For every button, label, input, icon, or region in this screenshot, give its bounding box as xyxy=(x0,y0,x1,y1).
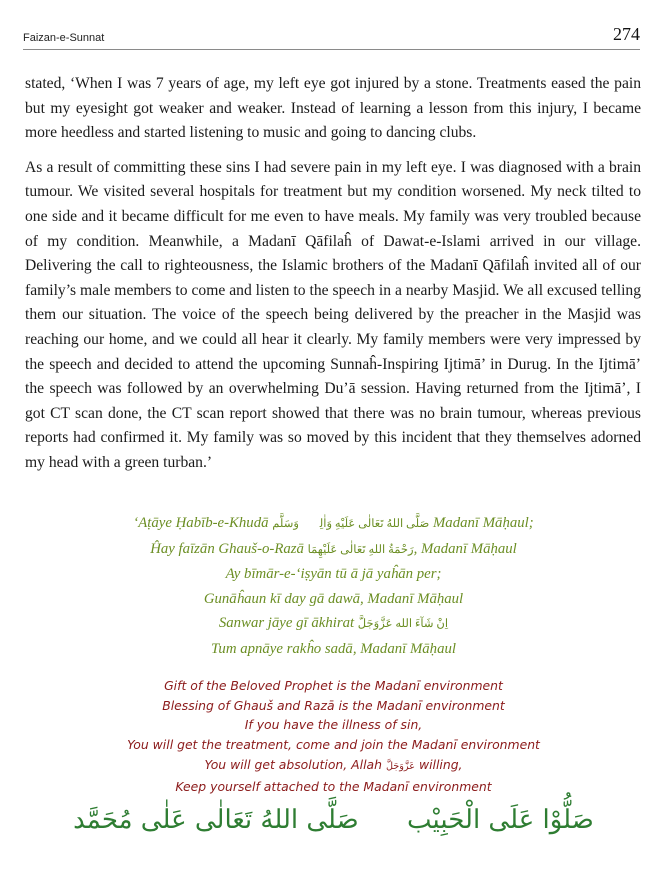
calligraphy-left: صَلَّى اللهُ تَعَالٰى عَلٰى مُحَمَّد xyxy=(73,805,359,835)
poem-line: Gift of the Beloved Prophet is the Madanī environment xyxy=(164,678,503,693)
arabic-invocation: عَزَّوَجَلَّ xyxy=(385,760,415,772)
poem-line: Tum apnāye rakĥo sadā, Madanī Māḥaul xyxy=(211,640,456,657)
calligraphy-right: صَلُّوْا عَلَى الْحَبِيْب xyxy=(407,805,594,835)
poem-line: Ay bīmār-e-‘iṣyān tū ā jā yaĥān per; xyxy=(225,566,442,583)
poem-line: Gunāĥaun kī day gā dawā, Madanī Māḥaul xyxy=(203,590,464,607)
poem-line: Blessing of Ghauš and Razā is the Madanī environment xyxy=(162,697,505,713)
poem-line: Sanwar jāye gī ākhirat اِنْ شَآءَ الله عَزَّوَجَلَّ xyxy=(218,615,449,632)
arabic-invocation: رَحْمَةُ اللهِ تَعَالٰى عَلَيْهِمَا xyxy=(307,543,414,556)
poem-line: You will get the treatment, come and join the Madanī environment xyxy=(127,737,540,753)
poem-line: Keep yourself attached to the Madanī environment xyxy=(175,778,492,794)
poem-line: If you have the illness of sin, xyxy=(244,717,423,733)
poem-line: ‘Aṭāye Ḥabīb-e-Khudā صَلَّى اللهُ تَعَالٰى عَلَيْهِ وَاٰلِهٖ وَسَلَّم Madanī Māḥaul; xyxy=(133,515,534,531)
paragraph: As a result of committing these sins I had severe pain in my left eye. I was diagnosed with a brain tumour. We visited several hospitals for treatment but my condition worsened. My neck tilted to one side and it became difficult for me even to have meals. My family was very troubled because of my condition. Meanwhile, a Madanī Qāfilaĥ of Dawat-e-Islami arrived in our village. Delivering the call to righteousness, the Islamic brothers of the Madanī Qāfilaĥ invited all of our family’s male members to come and listen to the speech in a nearby Masjid. We all excused telling them our situation. The voice of the speech being delivered by the preacher in the Masjid was reaching our home, and we could all hear it clearly. My family members were very impressed by the speech and decided to attend the upcoming Sunnaĥ-Inspiring Ijtimā’ in Durug. In the Ijtimā’ the speech was followed by an overwhelming Du’ā session. Having returned from the Ijtimā’, I got CT scan done, the CT scan report showed that there was no brain tumour, whereas previous reports had confirmed it. My family was so moved by this incident that they themselves adorned my head with a green turban.’ xyxy=(25,158,641,471)
arabic-invocation: صَلَّى اللهُ تَعَالٰى عَلَيْهِ وَاٰلِهٖ وَسَلَّم xyxy=(272,518,430,530)
arabic-invocation: اِنْ شَآءَ الله عَزَّوَجَلَّ xyxy=(357,618,449,631)
poem-line: Ĥay faīzān Ghauš-o-Razā رَحْمَةُ اللهِ تَعَالٰى عَلَيْهِمَا, Madanī Māḥaul xyxy=(150,540,517,557)
poem-transliteration xyxy=(0,511,667,662)
salawat-calligraphy xyxy=(0,805,667,835)
paragraph: stated, ‘When I was 7 years of age, my left eye got injured by a stone. Treatments eased the pain but my eyesight got weaker and weaker. Instead of learning a lesson from this injury, I became more heedless and started listening to music and going to dancing clubs. xyxy=(25,75,641,142)
header-rule xyxy=(23,49,640,50)
book-title: Faizan-e-Sunnat xyxy=(23,32,105,44)
poem-translation xyxy=(0,676,667,796)
page-number: 274 xyxy=(613,24,640,44)
poem-line: You will get absolution, Allah عَزَّوَجَلَّ willing, xyxy=(204,756,463,772)
body-text xyxy=(25,72,641,486)
page-header xyxy=(23,22,640,50)
